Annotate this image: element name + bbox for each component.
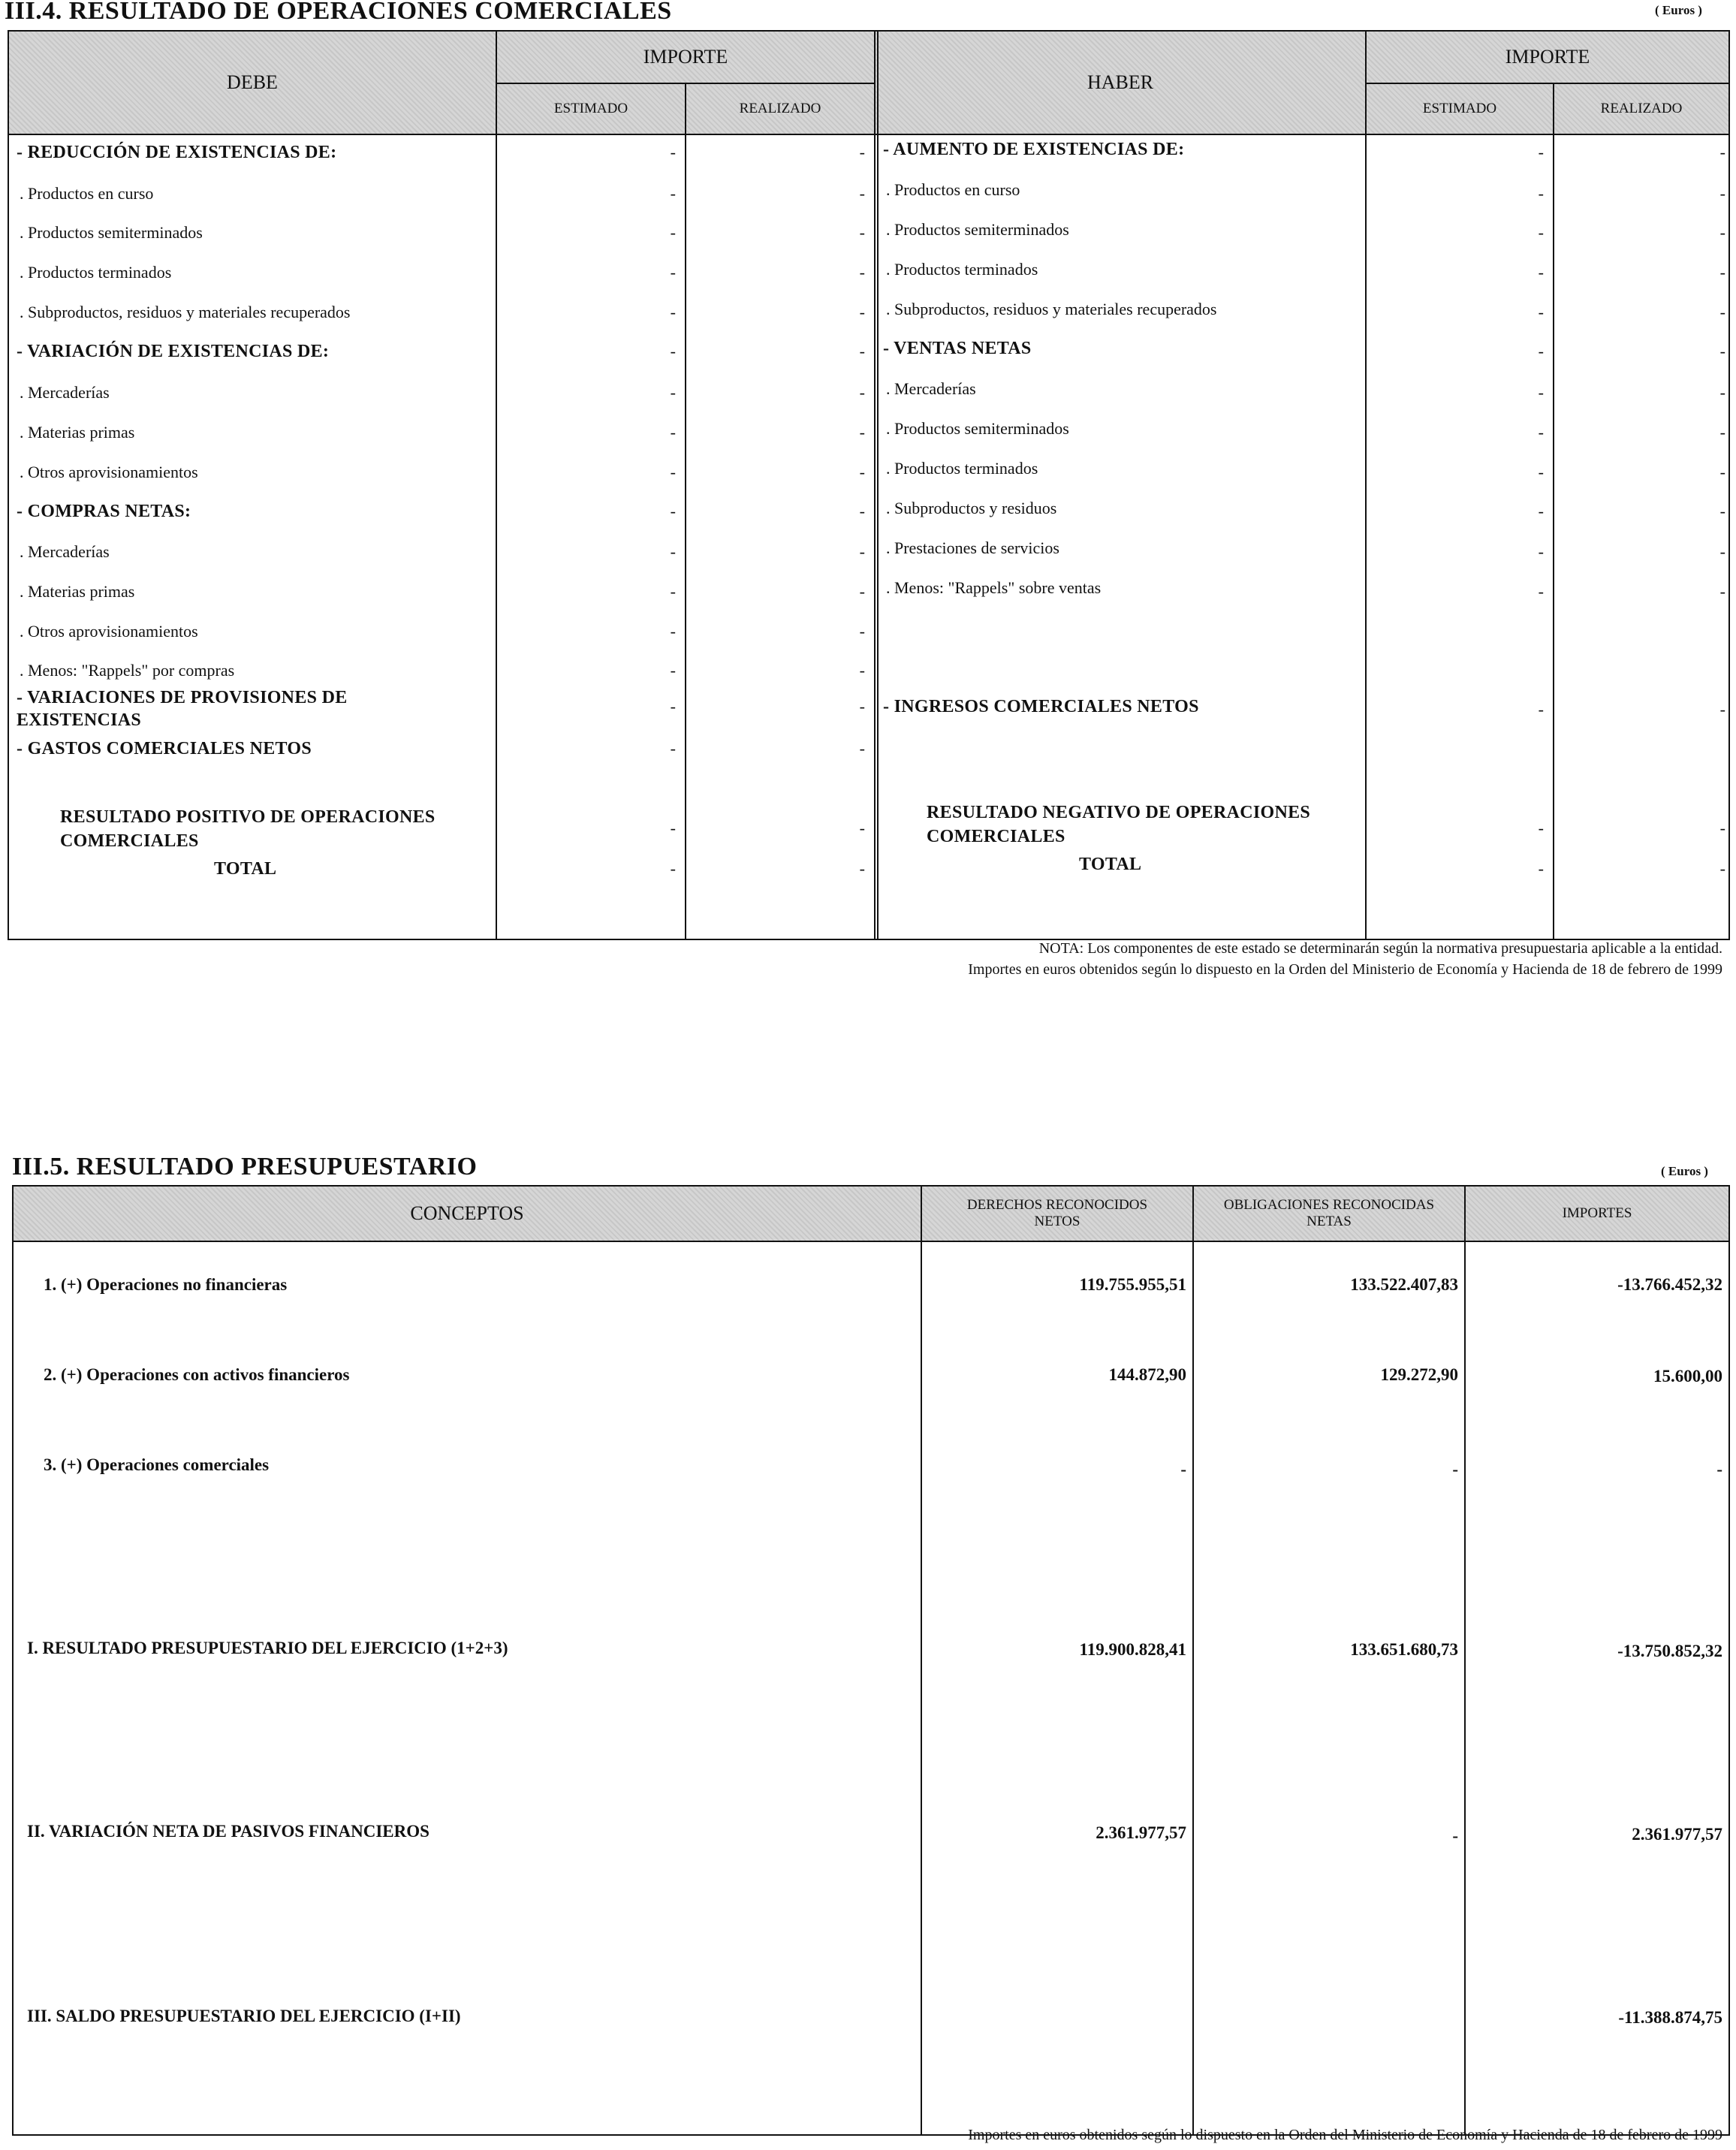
- debe-estimado-value: -: [670, 622, 676, 641]
- haber-row-label: . Menos: "Rappels" sobre ventas: [886, 578, 1102, 597]
- haber-estimado-value: -: [1538, 303, 1544, 321]
- debe-row-label: - COMPRAS NETAS:: [17, 502, 191, 521]
- debe-estimado-value: -: [670, 342, 676, 360]
- concept-label: 2. (+) Operaciones con activos financieros: [44, 1365, 350, 1384]
- importes-value: 2.361.977,57: [1632, 1825, 1722, 1844]
- haber-row-label: . Mercaderías: [886, 379, 976, 398]
- haber-estimado-value: -: [1538, 700, 1544, 719]
- debe-row-label: - GASTOS COMERCIALES NETOS: [17, 739, 312, 758]
- col-divider: [685, 83, 686, 939]
- haber-realizado-value: -: [1719, 502, 1725, 520]
- col-divider: [496, 32, 497, 939]
- header-estimado-debe: ESTIMADO: [553, 101, 628, 116]
- currency-unit: ( Euros ): [1655, 3, 1702, 17]
- debe-realizado-value: -: [859, 184, 865, 203]
- debe-row-label: - VARIACIONES DE PROVISIONES DE EXISTENCIAS: [17, 688, 348, 730]
- resultado-presupuestario-table: [12, 1185, 1730, 2136]
- importes-value: -: [1716, 1460, 1722, 1479]
- debe-estimado-value: -: [670, 263, 676, 282]
- currency-unit: ( Euros ): [1661, 1164, 1708, 1178]
- debe-row-label: . Materias primas: [20, 423, 135, 442]
- debe-realizado-value: -: [859, 819, 865, 837]
- concept-label: II. VARIACIÓN NETA DE PASIVOS FINANCIEROS: [27, 1822, 429, 1841]
- debe-estimado-value: -: [670, 582, 676, 601]
- concept-label: I. RESULTADO PRESUPUESTARIO DEL EJERCICIO (1+2+3): [27, 1639, 508, 1657]
- debe-row-label: . Productos en curso: [20, 184, 154, 203]
- debe-estimado-value: -: [670, 423, 676, 442]
- debe-estimado-value: -: [670, 223, 676, 242]
- debe-row-label: . Productos terminados: [20, 263, 172, 282]
- col-divider: [921, 1187, 922, 2134]
- note-importes: Importes en euros obtenidos según lo dispuesto en la Orden del Ministerio de Economía y Hacienda de 18 de febrero de 1999: [968, 2127, 1722, 2143]
- col-divider: [877, 32, 879, 939]
- derechos-value: 119.755.955,51: [1079, 1275, 1186, 1294]
- debe-row-label: . Menos: "Rappels" por compras: [20, 661, 235, 680]
- section-title-resultado-presupuestario: III.5. RESULTADO PRESUPUESTARIO: [12, 1153, 478, 1181]
- obligaciones-value: 133.651.680,73: [1350, 1640, 1458, 1659]
- haber-row-label: . Productos semiterminados: [886, 220, 1069, 239]
- debe-realizado-value: -: [859, 223, 865, 242]
- concept-label: III. SALDO PRESUPUESTARIO DEL EJERCICIO (I+II): [27, 2007, 461, 2025]
- haber-total-label: TOTAL: [1079, 855, 1142, 874]
- debe-realizado-value: -: [859, 342, 865, 360]
- debe-row-label: - VARIACIÓN DE EXISTENCIAS DE:: [17, 342, 330, 361]
- derechos-value: 2.361.977,57: [1096, 1823, 1186, 1842]
- debe-estimado-value: -: [670, 184, 676, 203]
- concept-label: 3. (+) Operaciones comerciales: [44, 1455, 270, 1474]
- debe-estimado-value: -: [670, 661, 676, 680]
- debe-estimado-value: -: [670, 383, 676, 402]
- haber-estimado-value: -: [1538, 502, 1544, 520]
- header-debe: DEBE: [227, 71, 278, 93]
- debe-row-label: . Mercaderías: [20, 542, 110, 561]
- debe-estimado-value: -: [670, 502, 676, 520]
- header-sub-divider-haber: [1367, 83, 1728, 84]
- obligaciones-value: -: [1452, 1460, 1458, 1479]
- debe-realizado-value: -: [859, 542, 865, 561]
- haber-row-label: . Subproductos y residuos: [886, 499, 1057, 517]
- haber-estimado-value: -: [1538, 819, 1544, 837]
- haber-row-label: - AUMENTO DE EXISTENCIAS DE:: [883, 140, 1185, 159]
- haber-realizado-value: -: [1719, 143, 1725, 161]
- debe-realizado-value: -: [859, 463, 865, 481]
- haber-row-label: . Prestaciones de servicios: [886, 538, 1059, 557]
- header-divider: [9, 134, 1728, 135]
- derechos-value: -: [1180, 1460, 1186, 1479]
- haber-estimado-value: -: [1538, 423, 1544, 442]
- debe-estimado-value: -: [670, 542, 676, 561]
- haber-realizado-value: -: [1719, 342, 1725, 360]
- header-realizado-debe: REALIZADO: [739, 101, 821, 116]
- obligaciones-value: 133.522.407,83: [1350, 1275, 1458, 1294]
- haber-estimado-value: -: [1538, 223, 1544, 242]
- debe-row-label: . Otros aprovisionamientos: [20, 622, 198, 641]
- section-title-operaciones-comerciales: III.4. RESULTADO DE OPERACIONES COMERCIALES: [5, 0, 672, 25]
- debe-realizado-value: -: [859, 143, 865, 161]
- haber-estimado-value: -: [1538, 859, 1544, 878]
- header-obligaciones: OBLIGACIONES RECONOCIDAS NETAS: [1223, 1197, 1435, 1229]
- debe-realizado-value: -: [859, 303, 865, 321]
- haber-row-label: - VENTAS NETAS: [883, 339, 1032, 358]
- header-importes: IMPORTES: [1562, 1205, 1632, 1221]
- importes-value: -13.766.452,32: [1617, 1275, 1722, 1294]
- importes-value: -11.388.874,75: [1618, 2008, 1722, 2027]
- header-divider: [14, 1241, 1728, 1242]
- debe-realizado-value: -: [859, 661, 865, 680]
- derechos-value: 119.900.828,41: [1079, 1640, 1186, 1659]
- haber-estimado-value: -: [1538, 542, 1544, 561]
- header-haber: HABER: [1087, 71, 1154, 93]
- debe-estimado-value: -: [670, 303, 676, 321]
- importes-value: -13.750.852,32: [1617, 1642, 1722, 1660]
- operaciones-comerciales-table: [8, 30, 1730, 940]
- debe-row-label: . Subproductos, residuos y materiales recuperados: [20, 303, 351, 321]
- debe-row-label: . Productos semiterminados: [20, 223, 203, 242]
- haber-realizado-value: -: [1719, 819, 1725, 837]
- haber-estimado-value: -: [1538, 463, 1544, 481]
- haber-estimado-value: -: [1538, 184, 1544, 203]
- debe-estimado-value: -: [670, 143, 676, 161]
- derechos-value: 144.872,90: [1108, 1365, 1186, 1384]
- haber-row-label: . Productos semiterminados: [886, 419, 1069, 438]
- debe-realizado-value: -: [859, 502, 865, 520]
- debe-estimado-value: -: [670, 463, 676, 481]
- haber-estimado-value: -: [1538, 582, 1544, 601]
- header-estimado-haber: ESTIMADO: [1422, 101, 1497, 116]
- haber-realizado-value: -: [1719, 423, 1725, 442]
- obligaciones-value: 129.272,90: [1380, 1365, 1458, 1384]
- debe-result-label: RESULTADO POSITIVO DE OPERACIONES COMERCIALES: [60, 807, 436, 851]
- debe-estimado-value: -: [670, 859, 676, 878]
- debe-estimado-value: -: [670, 697, 676, 716]
- obligaciones-value: -: [1452, 1826, 1458, 1845]
- col-divider: [874, 32, 876, 939]
- debe-realizado-value: -: [859, 582, 865, 601]
- haber-realizado-value: -: [1719, 700, 1725, 719]
- haber-realizado-value: -: [1719, 463, 1725, 481]
- debe-realizado-value: -: [859, 383, 865, 402]
- debe-realizado-value: -: [859, 423, 865, 442]
- header-derechos: DERECHOS RECONOCIDOS NETOS: [966, 1197, 1148, 1229]
- debe-row-label: - REDUCCIÓN DE EXISTENCIAS DE:: [17, 143, 337, 162]
- debe-estimado-value: -: [670, 739, 676, 758]
- debe-estimado-value: -: [670, 819, 676, 837]
- header-importe-debe: IMPORTE: [643, 46, 728, 68]
- haber-realizado-value: -: [1719, 582, 1725, 601]
- haber-row-label: - INGRESOS COMERCIALES NETOS: [883, 697, 1199, 716]
- haber-estimado-value: -: [1538, 143, 1544, 161]
- debe-total-label: TOTAL: [214, 859, 277, 879]
- haber-realizado-value: -: [1719, 223, 1725, 242]
- importes-value: 15.600,00: [1653, 1367, 1722, 1386]
- col-divider: [1365, 32, 1367, 939]
- debe-realizado-value: -: [859, 622, 865, 641]
- header-conceptos: CONCEPTOS: [410, 1202, 524, 1224]
- debe-realizado-value: -: [859, 859, 865, 878]
- haber-row-label: . Subproductos, residuos y materiales recuperados: [886, 300, 1217, 318]
- concept-label: 1. (+) Operaciones no financieras: [44, 1275, 288, 1294]
- haber-row-label: . Productos terminados: [886, 260, 1038, 279]
- haber-realizado-value: -: [1719, 859, 1725, 878]
- debe-row-label: . Mercaderías: [20, 383, 110, 402]
- debe-row-label: . Otros aprovisionamientos: [20, 463, 198, 481]
- col-divider: [1192, 1187, 1194, 2134]
- haber-estimado-value: -: [1538, 342, 1544, 360]
- haber-result-label: RESULTADO NEGATIVO DE OPERACIONES COMERCIALES: [927, 803, 1311, 846]
- col-divider: [1464, 1187, 1466, 2134]
- col-divider: [1553, 83, 1554, 939]
- debe-realizado-value: -: [859, 697, 865, 716]
- haber-row-label: . Productos terminados: [886, 459, 1038, 478]
- header-realizado-haber: REALIZADO: [1600, 101, 1683, 116]
- header-importe-haber: IMPORTE: [1505, 46, 1590, 68]
- haber-realizado-value: -: [1719, 303, 1725, 321]
- debe-realizado-value: -: [859, 739, 865, 758]
- note-importes: Importes en euros obtenidos según lo dispuesto en la Orden del Ministerio de Economía y Hacienda de 18 de febrero de 1999: [968, 961, 1722, 978]
- haber-row-label: . Productos en curso: [886, 180, 1020, 199]
- debe-realizado-value: -: [859, 263, 865, 282]
- haber-estimado-value: -: [1538, 383, 1544, 402]
- haber-realizado-value: -: [1719, 542, 1725, 561]
- haber-estimado-value: -: [1538, 263, 1544, 282]
- note-normativa: NOTA: Los componentes de este estado se determinarán según la normativa presupuestaria aplicable a la entidad.: [1038, 940, 1722, 957]
- debe-row-label: . Materias primas: [20, 582, 135, 601]
- haber-realizado-value: -: [1719, 383, 1725, 402]
- haber-realizado-value: -: [1719, 263, 1725, 282]
- haber-realizado-value: -: [1719, 184, 1725, 203]
